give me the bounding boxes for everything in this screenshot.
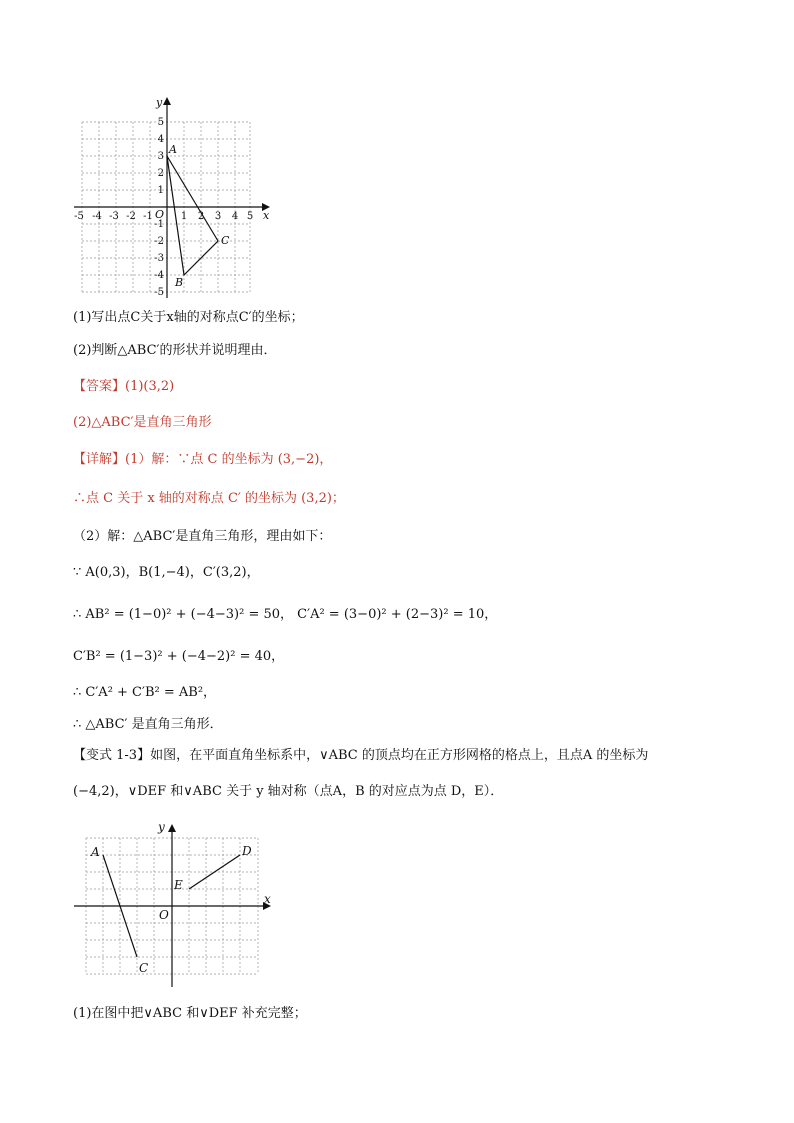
answer-2: (2)△ABC′是直角三角形 xyxy=(73,415,212,430)
y-tick: 4 xyxy=(157,134,164,145)
figure1-axes xyxy=(74,100,267,298)
x-tick: -1 xyxy=(143,211,153,222)
y-tick: -4 xyxy=(154,270,164,281)
detail-5: ∴ AB² = (1−0)² + (−4−3)² = 50， C′A² = (3−0)² + (2−3)² = 10， xyxy=(73,607,498,622)
y-tick: -1 xyxy=(154,219,164,230)
question-3: (1)在图中把∨ABC 和∨DEF 补充完整； xyxy=(73,1006,307,1021)
x-tick: -4 xyxy=(92,211,102,222)
detail-line-1 xyxy=(73,451,332,469)
x-tick: 2 xyxy=(197,211,205,222)
variant-line-1: 【变式 1-3】如图，在平面直角坐标系中，∨ABC 的顶点均在正方形网格的格点上，且点A 的坐标为 xyxy=(73,748,649,763)
x-tick: 4 xyxy=(231,211,239,222)
detail-4: ∵ A(0,3)，B(1,−4)，C′(3,2)， xyxy=(73,565,260,580)
point-d-label: D xyxy=(242,844,252,858)
detail-8: ∴ △ABC′ 是直角三角形． xyxy=(73,717,223,732)
question-1: (1)写出点C关于x轴的对称点C′的坐标； xyxy=(73,310,304,325)
y-tick: 5 xyxy=(157,117,164,128)
x-tick: -2 xyxy=(126,211,136,222)
y-axis-arrow xyxy=(163,97,171,105)
x-axis-label: x xyxy=(264,892,271,906)
y-tick: 3 xyxy=(157,151,164,162)
origin-label: O xyxy=(155,208,165,221)
question-2: (2)判断△ABC′的形状并说明理由． xyxy=(73,343,277,358)
detail-1: (1）解：∵点 C 的坐标为 (3,−2)， xyxy=(125,452,333,467)
origin-label: O xyxy=(159,908,169,922)
point-c-label: C xyxy=(221,234,230,247)
figure1-coordinate-plane xyxy=(62,90,282,305)
detail-tag: 【详解】 xyxy=(73,452,126,467)
detail-3: （2）解：△ABC′是直角三角形，理由如下： xyxy=(73,529,332,544)
triangle-abc xyxy=(167,156,218,275)
detail-6: C′B² = (1−3)² + (−4−2)² = 40， xyxy=(73,649,285,664)
variant-line-2: (−4,2)，∨DEF 和∨ABC 关于 y 轴对称（点A，B 的对应点为点 D，E）． xyxy=(73,784,504,799)
answer-1: (1)(3,2) xyxy=(125,379,175,394)
y-tick: 2 xyxy=(157,168,164,179)
y-tick: -2 xyxy=(154,236,164,247)
answer-line-1 xyxy=(73,378,174,396)
y-tick: -5 xyxy=(154,287,164,298)
x-tick: -5 xyxy=(74,211,84,222)
x-axis-label: x xyxy=(263,209,270,222)
detail-2: ∴点 C 关于 x 轴的对称点 C′ 的坐标为 (3,2)； xyxy=(73,491,345,506)
answer-tag: 【答案】 xyxy=(73,379,126,394)
point-c-label: C xyxy=(139,961,149,975)
y-tick: -3 xyxy=(154,253,164,264)
segment-ed xyxy=(189,855,240,889)
y-axis-label: y xyxy=(158,820,165,834)
y-tick: 1 xyxy=(157,185,164,196)
x-tick: -3 xyxy=(109,211,119,222)
point-e-label: E xyxy=(174,878,183,892)
point-a-label: A xyxy=(169,143,177,156)
x-tick: 3 xyxy=(214,211,222,222)
figure2-coordinate-plane xyxy=(72,815,282,995)
point-b-label: B xyxy=(175,276,184,289)
y-axis-arrow xyxy=(168,824,176,832)
x-tick: 5 xyxy=(246,211,254,222)
point-a-label: A xyxy=(91,845,100,859)
y-axis-label: y xyxy=(156,96,163,109)
detail-7: ∴ C′A² + C′B² = AB²， xyxy=(73,685,217,700)
x-tick: 1 xyxy=(180,211,188,222)
